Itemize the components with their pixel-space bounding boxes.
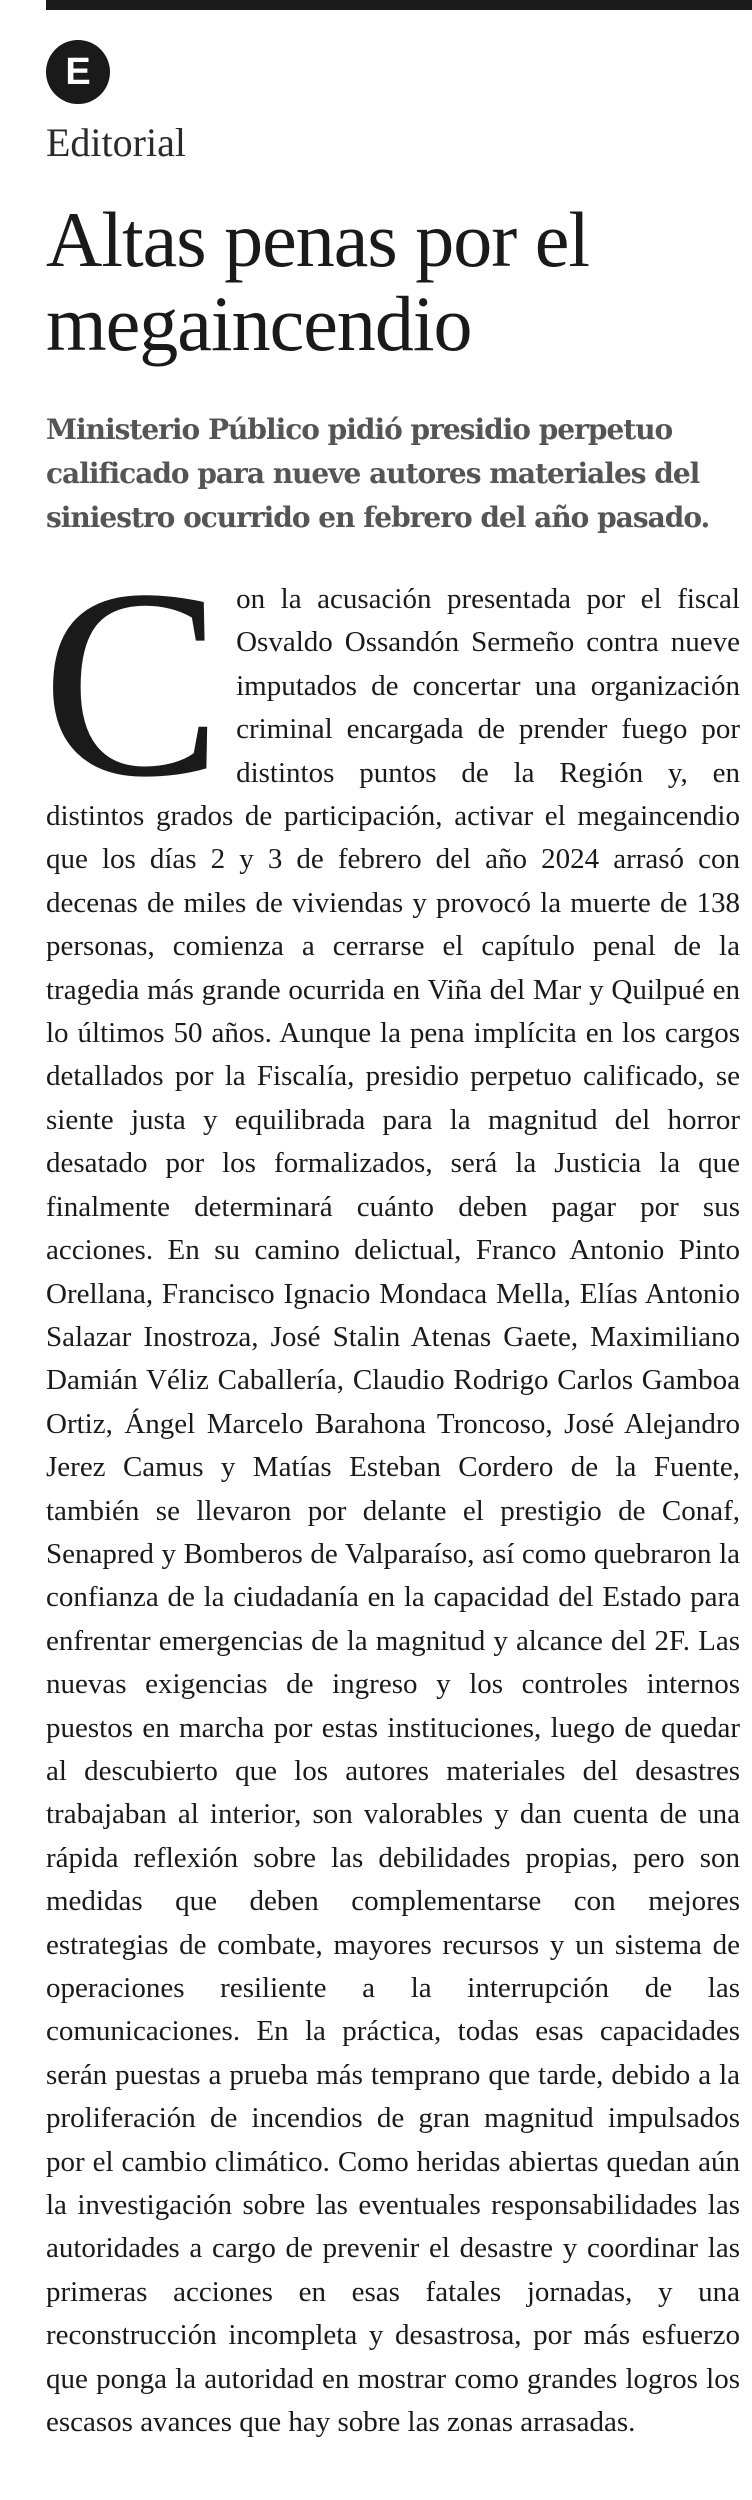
- top-rule: [46, 0, 752, 10]
- article-body: [42, 534, 740, 2444]
- article-body-text: on la acusación presentada por el fiscal Osvaldo Ossandón Sermeño contra nueve imputados de concertar una organización criminal encargada de prender fuego por distintos puntos de la Región y, en distintos grados de participación, activar el megaincendio que los días 2 y 3 de febrero del año 2024 arrasó con decenas de miles de viviendas y provocó la muerte de 138 personas, comienza a cerrarse el capítulo penal de la tragedia más grande ocurrida en Viña del Mar y Quilpué en lo últimos 50 años. Aunque la pena implícita en los cargos detallados por la Fiscalía, presidio perpetuo calificado, se siente justa y equilibrada para la magnitud del horror desatado por los formalizados, será la Justicia la que finalmente determinará cuánto deben pagar por sus acciones. En su camino delictual, Franco Antonio Pinto Orellana, Francisco Ignacio Mondaca Mella, Elías Antonio Salazar Inostroza, José Stalin Atenas Gaete, Maximiliano Damián Véliz Caballería, Claudio Rodrigo Carlos Gamboa Ortiz, Ángel Marcelo Barahona Troncoso, José Alejandro Jerez Camus y Matías Esteban Cordero de la Fuente, también se llevaron por delante el prestigio de Conaf, Senapred y Bomberos de Valparaíso, así como quebraron la confianza de la ciudadanía en la capacidad del Estado para enfrentar emergencias de la magnitud y alcance del 2F. Las nuevas exigencias de ingreso y los controles internos puestos en marcha por estas instituciones, luego de quedar al descubierto que los autores materiales del desastres trabajaban al interior, son valorables y dan cuenta de una rápida reflexión sobre las debilidades propias, pero son medidas que deben complementarse con mejores estrategias de combate, mayores recursos y un sistema de operaciones resiliente a la interrupción de las comunicaciones. En la práctica, todas esas capacidades serán puestas a prueba más temprano que tarde, debido a la proliferación de incendios de gran magnitud impulsados por el cambio climático. Como heridas abiertas quedan aún la investigación sobre las eventuales responsabilidades las autoridades a cargo de prevenir el desastre y coordinar las primeras acciones en esas fatales jornadas, y una reconstrucción incompleta y desastrosa, por más esfuerzo que ponga la autoridad en mostrar como grandes logros los escasos avances que hay sobre las zonas arrasadas.: [46, 583, 740, 2439]
- headline: Altas penas por el megaincendio: [46, 196, 590, 367]
- drop-cap: C: [42, 534, 223, 833]
- section-badge: E: [46, 40, 110, 104]
- section-label: Editorial: [46, 120, 186, 165]
- deck: Ministerio Público pidió presidio perpetuo calificado para nueve autores materiales del siniestro ocurrido en febrero del año pasado.: [46, 413, 710, 534]
